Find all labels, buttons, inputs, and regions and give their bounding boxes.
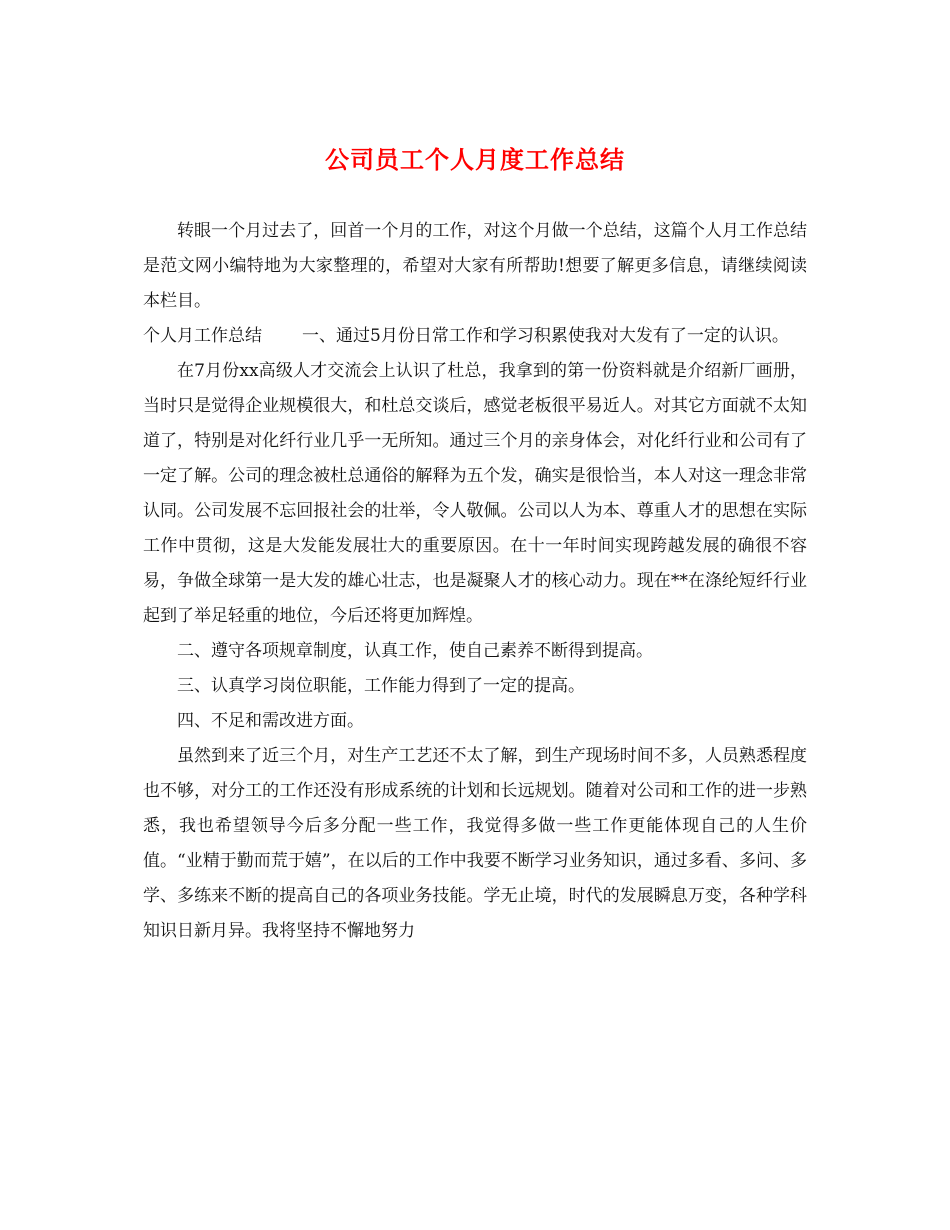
document-body <box>143 214 807 949</box>
section-label: 个人月工作总结 <box>143 326 262 346</box>
item-two-paragraph: 二、遵守各项规章制度，认真工作，使自己素养不断得到提高。 <box>177 641 653 661</box>
july-paragraph: 在7月份xx高级人才交流会上认识了杜总，我拿到的第一份资料就是介绍新厂画册，当时只是觉得企业规模很大，和杜总交谈后，感觉老板很平易近人。对其它方面就不太知道了，特别是对化纤行业几乎一无所知。通过三个月的亲身体会，对化纤行业和公司有了一定了解。公司的理念被杜总通俗的解释为五个发，确实是很恰当，本人对这一理念非常认同。公司发展不忘回报社会的壮举，令人敬佩。公司以人为本、尊重人才的思想在实际工作中贯彻，这是大发能发展壮大的重要原因。在十一年时间实现跨越发展的确很不容易，争做全球第一是大发的雄心壮志，也是凝聚人才的核心动力。现在**在涤纶短纤行业起到了举足轻重的地位，今后还将更加辉煌。 <box>143 361 807 626</box>
last-paragraph: 虽然到来了近三个月，对生产工艺还不太了解，到生产现场时间不多，人员熟悉程度也不够，对分工的工作还没有形成系统的计划和长远规划。随着对公司和工作的进一步熟悉，我也希望领导今后多分配一些工作，我觉得多做一些工作更能体现自己的人生价值。“业精于勤而荒于嬉”，在以后的工作中我要不断学习业务知识，通过多看、多问、多学、多练来不断的提高自己的各项业务技能。学无止境，时代的发展瞬息万变，各种学科知识日新月异。我将坚持不懈地努力 <box>143 746 807 941</box>
section-one-paragraph <box>143 319 807 354</box>
item-three-paragraph: 三、认真学习岗位职能，工作能力得到了一定的提高。 <box>177 676 585 696</box>
intro-paragraph: 转眼一个月过去了，回首一个月的工作，对这个月做一个总结，这篇个人月工作总结是范文网小编特地为大家整理的，希望对大家有所帮助!想要了解更多信息，请继续阅读本栏目。 <box>143 221 807 311</box>
section-one-heading: 一、通过5月份日常工作和学习积累使我对大发有了一定的认识。 <box>302 326 789 346</box>
document-title: 公司员工个人月度工作总结 <box>325 145 625 174</box>
item-four-paragraph: 四、不足和需改进方面。 <box>177 711 364 731</box>
